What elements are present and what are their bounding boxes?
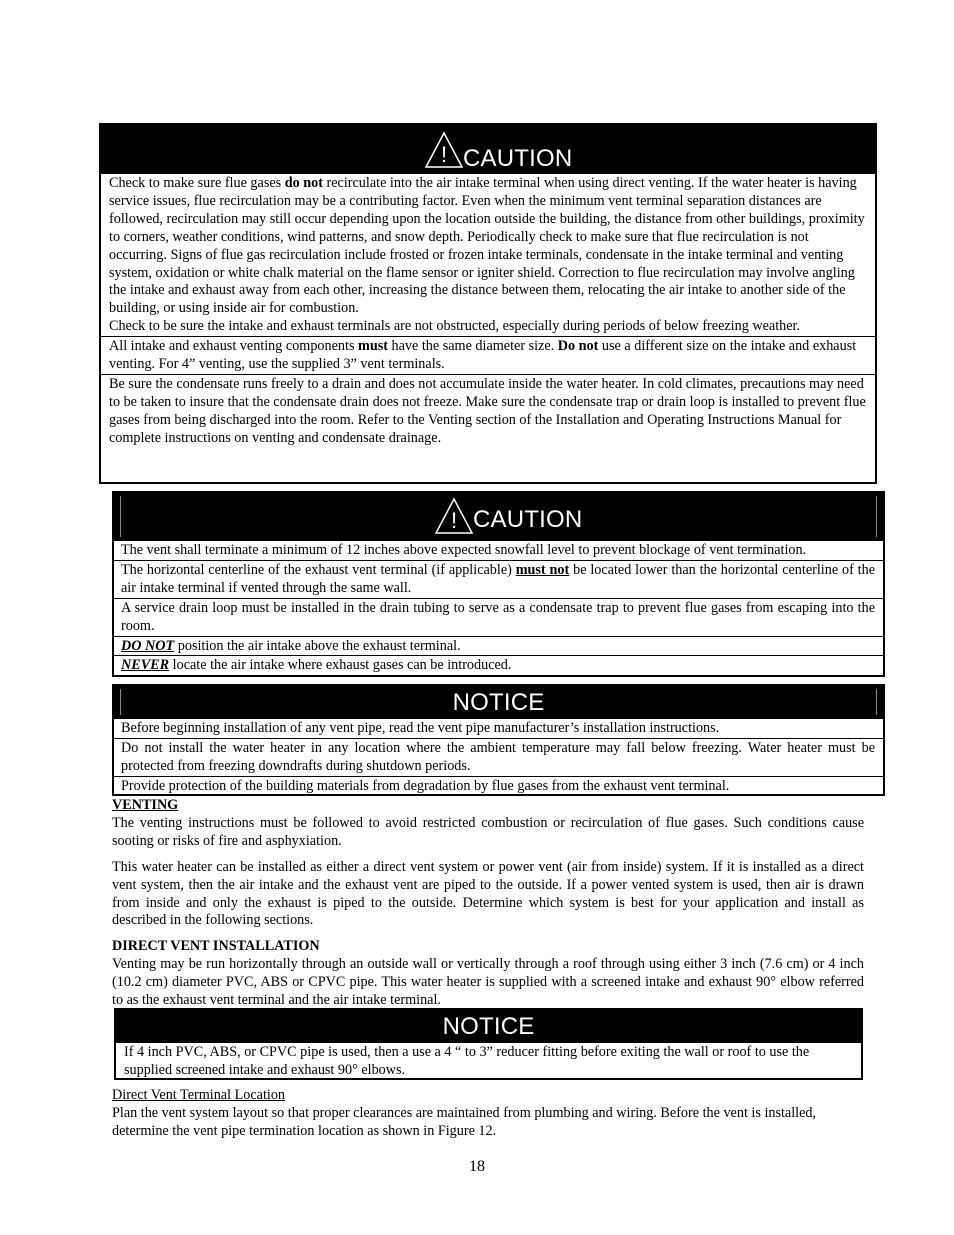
paragraph: This water heater can be installed as either a direct vent system or power vent (air from inside) system. If it is installed as a direct vent system, then the air intake and the exhaust vent are piped to the outside. If a power vented system is used, then air is drawn from inside and only the exhaust is piped to the outside. Determine which system is best for your application and install as described in the following sections. [112,858,864,929]
page-number: 18 [469,1158,485,1175]
caution-row: All intake and exhaust venting components must have the same diameter size. Do not use a different size on the intake and exhaust venting. For 4” venting, use the supplied 3” vent terminals. [101,336,875,374]
paragraph: The venting instructions must be followed to avoid restricted combustion or recirculation of flue gases. Such conditions cause sooting or risks of fire and asphyxiation. [112,814,864,849]
notice-title: NOTICE [442,1013,535,1040]
notice-title: NOTICE [452,689,545,716]
section-heading: VENTING [112,797,179,813]
paragraph: Plan the vent system layout so that proper clearances are maintained from plumbing and wiring. Before the vent is installed, determine the vent pipe termination location as shown in Figure 12. [112,1104,817,1139]
caution-box-1 [99,123,877,484]
notice-box-1 [112,684,885,796]
caution-row: The horizontal centerline of the exhaust vent terminal (if applicable) must not be located lower than the horizontal centerline of the air intake terminal if vented through the same wall. [114,560,883,598]
subsection-heading: Direct Vent Terminal Location [112,1087,286,1103]
notice-row: Do not install the water heater in any location where the ambient temperature may fall below freezing. Water heater must be protected from freezing downdrafts during shutdown periods. [114,738,883,776]
caution-row: A service drain loop must be installed in the drain tubing to serve as a condensate trap to prevent flue gases from escaping into the room. [114,598,883,636]
paragraph: Venting may be run horizontally through an outside wall or vertically through a roof through using either 3 inch (7.6 cm) or 4 inch (10.2 cm) diameter PVC, ABS or CPVC pipe. This water heater is supplied with a screened intake and exhaust 90° elbow referred to as the exhaust vent terminal and the air intake terminal. [112,956,864,1009]
caution-row: The vent shall terminate a minimum of 12 inches above expected snowfall level to prevent blockage of vent termination. [114,540,883,560]
section-heading: DIRECT VENT INSTALLATION [112,938,320,955]
caution-paragraph: Check to be sure the intake and exhaust terminals are not obstructed, especially during periods of below freezing weather. [109,318,801,335]
caution-row: Be sure the condensate runs freely to a drain and does not accumulate inside the water heater. In cold climates, precautions may need to be taken to insure that the condensate drain does not freeze. Make sure the condensate trap or drain loop is installed to prevent flue gases from being discharged into the room. Refer to the Venting section of the Installation and Operating Instructions Manual for complete instructions on venting and condensate drainage. [101,374,875,448]
warning-triangle-icon [424,131,464,169]
caution-title: CAUTION [463,145,573,172]
caution-row: DO NOT position the air intake above the exhaust terminal. [114,636,883,656]
notice-row: If 4 inch PVC, ABS, or CPVC pipe is used, then a use a 4 “ to 3” reducer fitting before exiting the wall or roof to use the supplied screened intake and exhaust 90° elbows. [116,1042,861,1080]
notice-box-2 [114,1008,863,1080]
notice-row: Provide protection of the building materials from degradation by flue gases from the exhaust vent terminal. [114,776,883,796]
venting-section [112,797,864,1010]
svg-text:!: ! [450,508,458,533]
svg-text:!: ! [440,142,448,167]
caution-header [114,493,883,540]
caution-paragraph: Check to make sure flue gases do not recirculate into the air intake terminal when using direct venting. If the water heater is having service issues, flue recirculation may be a contributing factor. Even when the minimum vent terminal separation distances are followed, recirculation may still occur depending upon the location outside the building, the distance from other buildings, proximity to corners, weather conditions, wind patterns, and snow depth. Periodically check to make sure that flue recirculation is not occurring. Signs of flue gas recirculation include frosted or frozen intake terminals, condensate in the intake terminal and venting system, oxidation or white chalk material on the flame sensor or igniter shield. Correction to flue recirculation may involve angling the intake and exhaust away from each other, increasing the distance between them, relocating the air intake to another side of the building, or using inside air for combustion. [109,175,865,317]
caution-row: NEVER locate the air intake where exhaust gases can be introduced. [114,655,883,675]
caution-header [101,125,875,174]
caution-title: CAUTION [473,506,583,533]
caution-body [101,174,875,336]
terminal-location-section [112,1087,864,1141]
notice-row: Before beginning installation of any vent pipe, read the vent pipe manufacturer’s installation instructions. [114,718,883,738]
warning-triangle-icon [434,497,474,535]
notice-header [116,1010,861,1042]
caution-box-2 [112,491,885,677]
notice-header [114,686,883,718]
